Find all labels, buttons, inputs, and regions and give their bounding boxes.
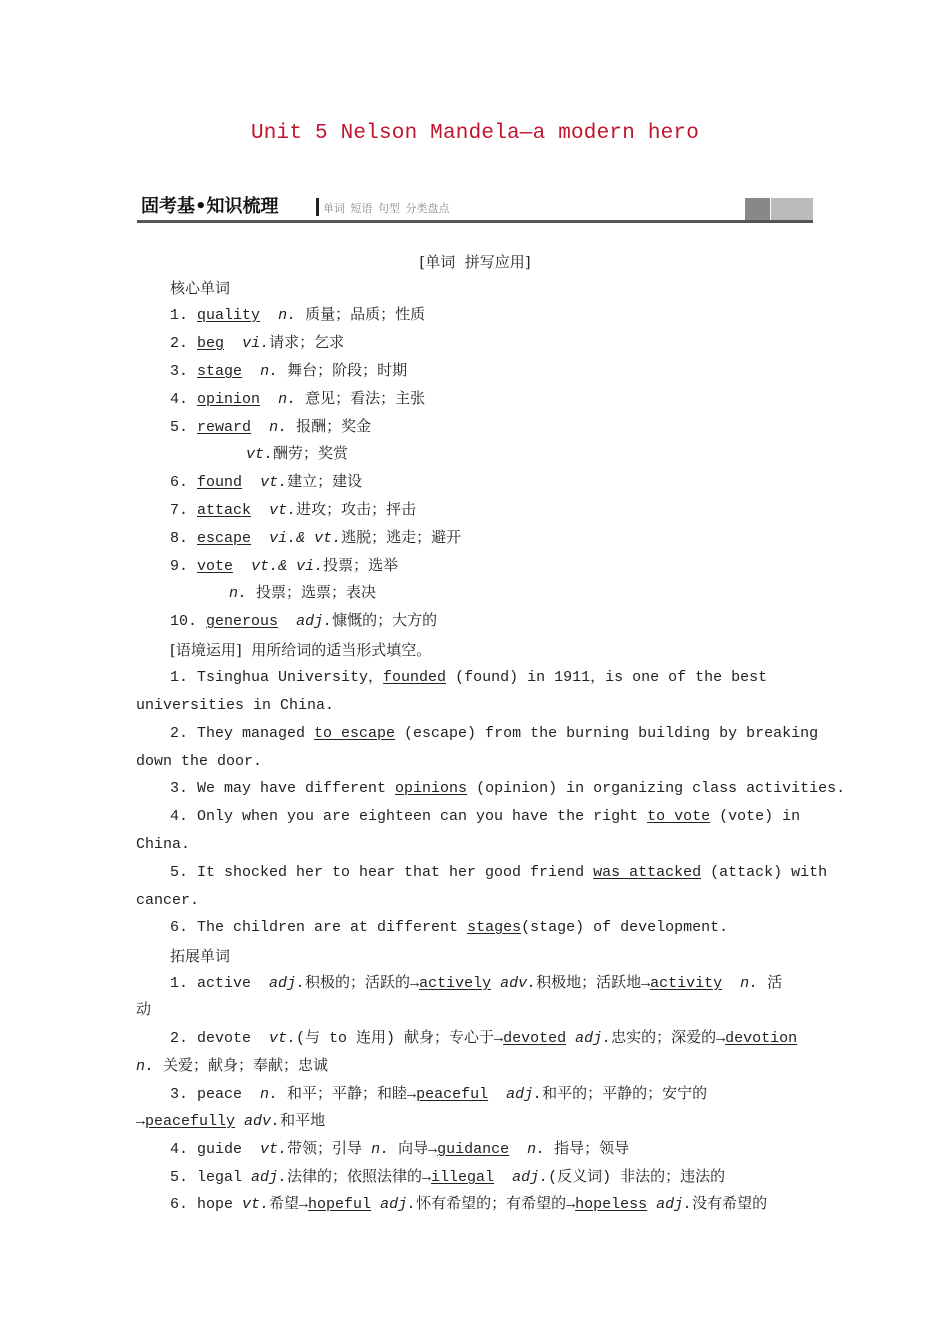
exercise-line: 4. Only when you are eighteen can you have the right to vote (vote) in bbox=[170, 808, 801, 825]
expand-continuation: 动 bbox=[136, 1002, 152, 1019]
section-banner bbox=[137, 196, 813, 224]
core-item: 2. beg vi.请求；乞求 bbox=[170, 335, 345, 352]
derived-word: guidance bbox=[437, 1141, 510, 1158]
answer: founded bbox=[383, 669, 447, 686]
core-word: found bbox=[197, 474, 243, 491]
core-word: opinion bbox=[197, 391, 261, 408]
expand-item: 3. peace n. 和平；平静；和睦→peaceful adj.和平的；平静的；安宁的 bbox=[170, 1086, 708, 1103]
banner-decoration-light bbox=[771, 198, 813, 220]
exercise-line: 2. They managed to escape (escape) from the burning building by breaking bbox=[170, 725, 819, 742]
exercise-continuation: China. bbox=[136, 836, 191, 853]
derived-word: actively bbox=[419, 975, 492, 992]
derived-word: devoted bbox=[503, 1030, 567, 1047]
core-item: 1. quality n. 质量；品质；性质 bbox=[170, 307, 426, 324]
derived-word: hopeless bbox=[575, 1196, 648, 1213]
exercise-line: 5. It shocked her to hear that her good friend was attacked (attack) with bbox=[170, 864, 828, 881]
core-word: attack bbox=[197, 502, 252, 519]
core-item: 9. vote vt.& vi.投票；选举 bbox=[170, 558, 399, 575]
core-item: 7. attack vt.进攻；攻击；抨击 bbox=[170, 502, 417, 519]
core-word: reward bbox=[197, 419, 252, 436]
expand-continuation: n. 关爱；献身；奉献；忠诚 bbox=[136, 1058, 329, 1075]
expand-heading: 拓展单词 bbox=[170, 947, 231, 965]
page-title: Unit 5 Nelson Mandela—a modern hero bbox=[250, 122, 700, 145]
banner-subtitle: 单词 短语 句型 分类盘点 bbox=[323, 202, 450, 215]
section-title: [单词 拼写应用] bbox=[419, 253, 531, 271]
derived-word: devotion bbox=[725, 1030, 798, 1047]
answer: stages bbox=[467, 919, 522, 936]
derived-word: peacefully bbox=[145, 1113, 236, 1130]
core-word: escape bbox=[197, 530, 252, 547]
core-heading: 核心单词 bbox=[170, 279, 231, 297]
exercise-line: 1. Tsinghua University，founded (found) in 1911，is one of the best bbox=[170, 669, 768, 686]
expand-item: 5. legal adj.法律的；依照法律的→illegal adj.(反义词) 非法的；违法的 bbox=[170, 1169, 726, 1186]
expand-item: 4. guide vt.带领；引导 n. 向导→guidance n. 指导；领导 bbox=[170, 1141, 630, 1158]
expand-item: 2. devote vt.(与 to 连用) 献身；专心于→devoted adj.忠实的；深爱的→devotion bbox=[170, 1030, 798, 1047]
context-heading: [语境运用] 用所给词的适当形式填空。 bbox=[170, 641, 432, 659]
core-word: beg bbox=[197, 335, 225, 352]
core-item-sense: vt.酬劳；奖赏 bbox=[246, 446, 349, 463]
core-item: 6. found vt.建立；建设 bbox=[170, 474, 363, 491]
answer: was attacked bbox=[593, 864, 702, 881]
derived-word: illegal bbox=[431, 1169, 495, 1186]
answer: opinions bbox=[395, 780, 468, 797]
derived-word: peaceful bbox=[416, 1086, 489, 1103]
exercise-line: 6. The children are at different stages(stage) of development. bbox=[170, 919, 729, 936]
core-item: 3. stage n. 舞台；阶段；时期 bbox=[170, 363, 408, 380]
core-word: vote bbox=[197, 558, 234, 575]
banner-divider bbox=[316, 198, 319, 216]
core-item-sense: n. 投票；选票；表决 bbox=[229, 585, 377, 602]
core-word: generous bbox=[206, 613, 279, 630]
expand-item: 6. hope vt.希望→hopeful adj.怀有希望的；有希望的→hopeless adj.没有希望的 bbox=[170, 1196, 768, 1213]
core-item: 8. escape vi.& vt.逃脱；逃走；避开 bbox=[170, 530, 462, 547]
answer: to vote bbox=[647, 808, 711, 825]
core-item: 5. reward n. 报酬；奖金 bbox=[170, 419, 372, 436]
expand-continuation: →peacefully adv.和平地 bbox=[136, 1113, 326, 1130]
core-word: stage bbox=[197, 363, 243, 380]
answer: to escape bbox=[314, 725, 396, 742]
core-word: quality bbox=[197, 307, 261, 324]
derived-word: hopeful bbox=[308, 1196, 372, 1213]
core-item: 10. generous adj.慷慨的；大方的 bbox=[170, 613, 438, 630]
banner-rule bbox=[137, 220, 813, 223]
banner-title: 固考基•知识梳理 bbox=[141, 196, 279, 217]
exercise-continuation: down the door. bbox=[136, 753, 263, 770]
exercise-continuation: cancer. bbox=[136, 892, 200, 909]
derived-word: activity bbox=[650, 975, 723, 992]
core-item: 4. opinion n. 意见；看法；主张 bbox=[170, 391, 426, 408]
banner-decoration-dark bbox=[745, 198, 770, 220]
exercise-continuation: universities in China. bbox=[136, 697, 335, 714]
expand-item: 1. active adj.积极的；活跃的→actively adv.积极地；活跃地→activity n. 活 bbox=[170, 975, 783, 992]
exercise-line: 3. We may have different opinions (opinion) in organizing class activities. bbox=[170, 780, 846, 797]
